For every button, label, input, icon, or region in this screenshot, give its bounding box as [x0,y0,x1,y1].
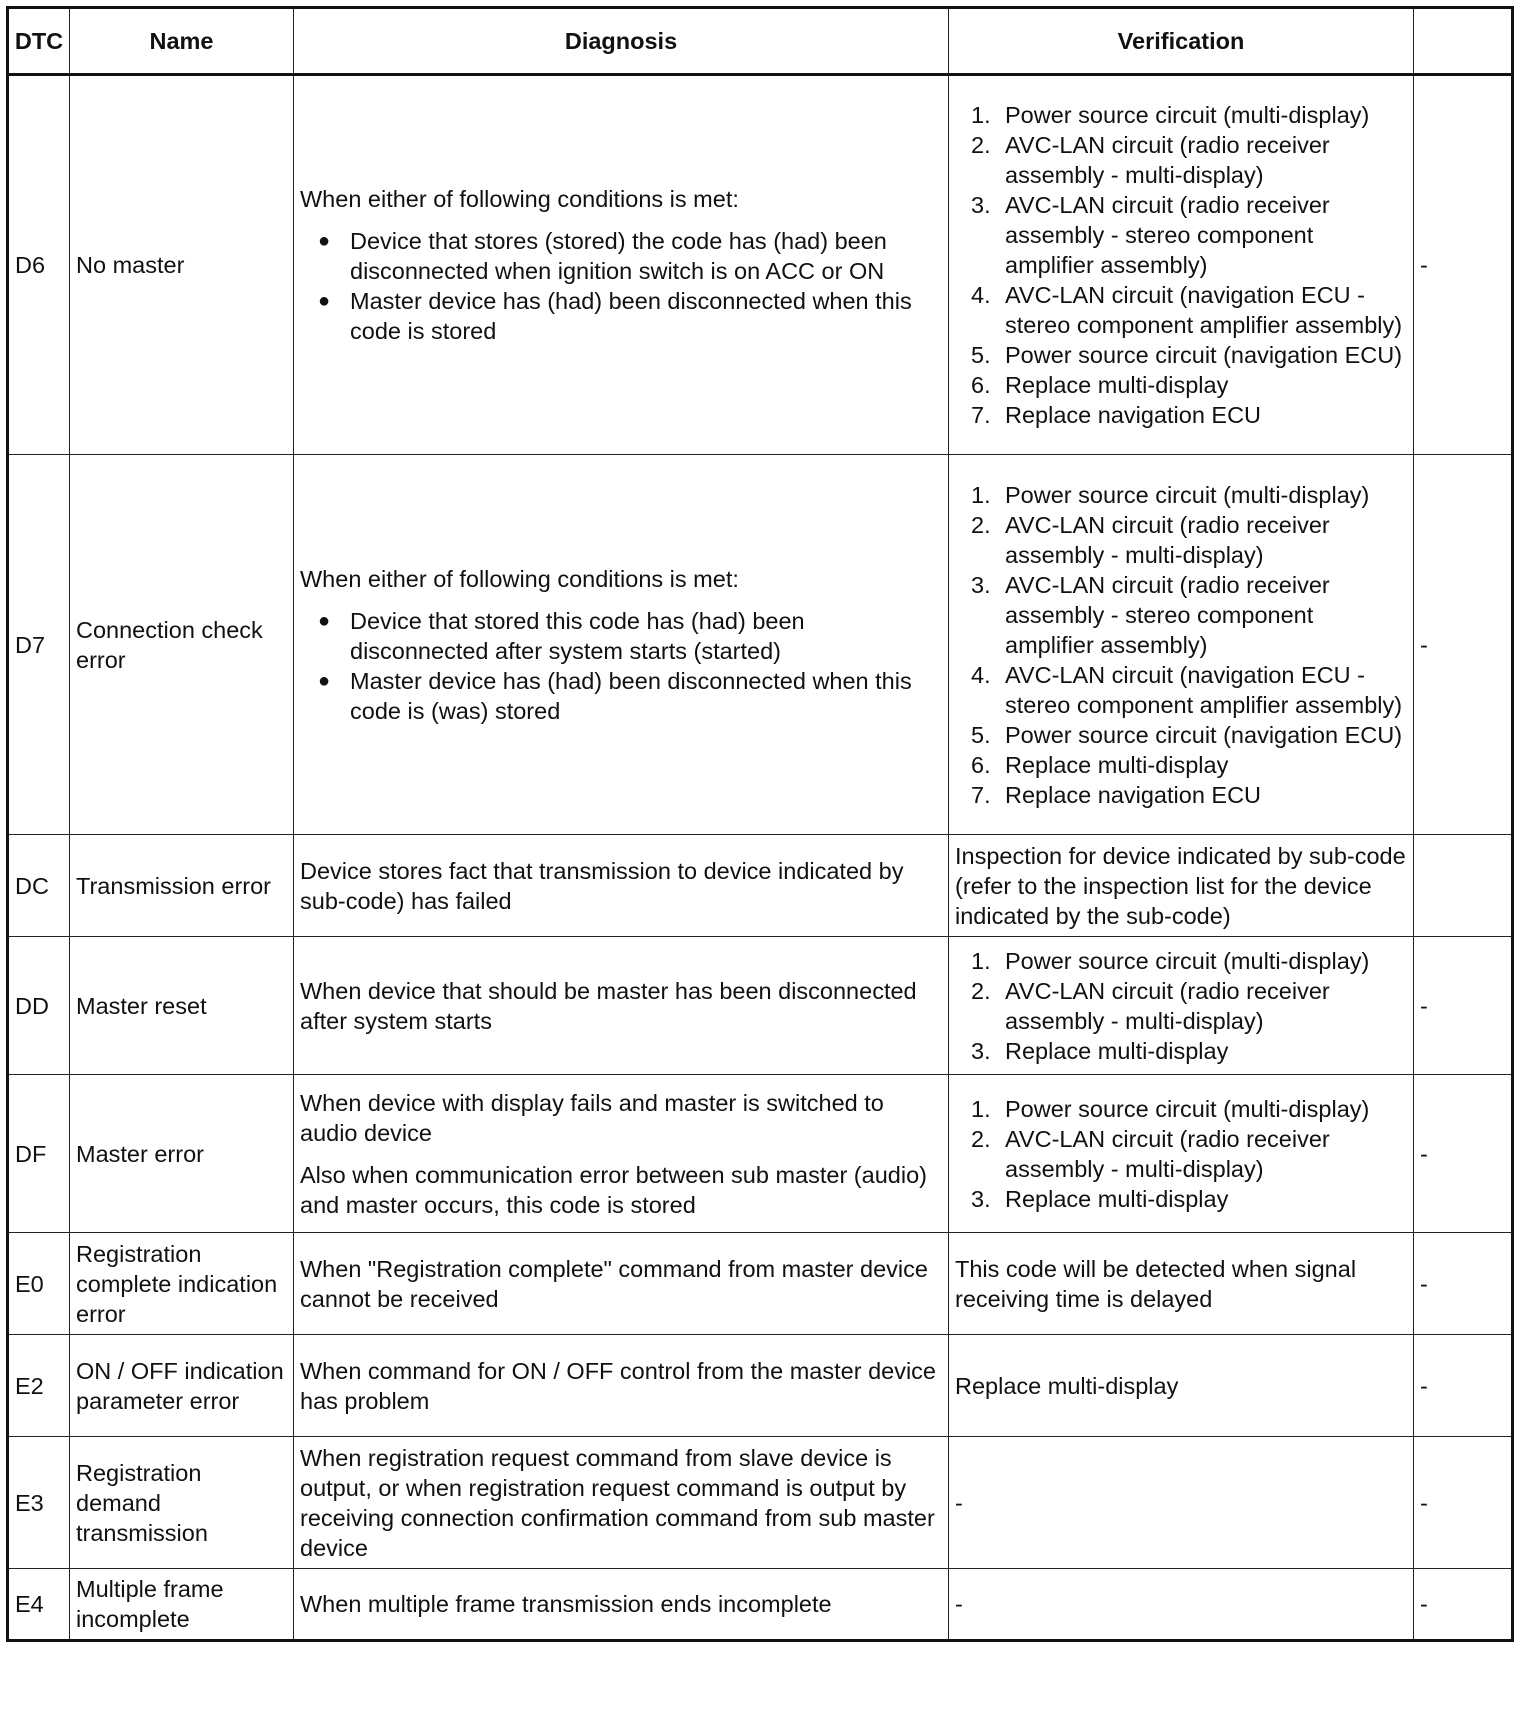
extra-cell: - [1414,1233,1513,1335]
verification-cell: Replace multi-display [949,1335,1414,1437]
header-verification: Verification [949,8,1414,75]
table-header [8,8,1513,75]
verification-cell [949,937,1414,1075]
verification-step: 5. Power source circuit (navigation ECU) [971,721,1403,748]
dtc-name: Transmission error [70,835,294,937]
diagnosis-cell: When command for ON / OFF control from the master device has problem [294,1335,949,1437]
verification-cell: Inspection for device indicated by sub-code (refer to the inspection list for the device indicated by the sub-code) [949,835,1414,937]
diagnosis-bullet: ● Device that stored this code has (had) been disconnected after system starts (started) [300,606,942,666]
verification-step: 6. Replace multi-display [971,372,1229,398]
extra-cell: - [1414,455,1513,835]
diagnosis-paragraph: Also when communication error between sub master (audio) and master occurs, this code is stored [300,1161,927,1218]
dtc-code: DF [8,1075,70,1233]
diagnosis-bullet: ● Master device has (had) been disconnected when this code is (was) stored [300,666,942,726]
verification-step: 6. Replace multi-display [971,751,1229,778]
verification-step: 2. AVC-LAN circuit (radio receiver assembly - multi-display) [971,511,1330,568]
diagnosis-intro: When either of following conditions is met: [300,565,739,592]
verification-cell: This code will be detected when signal receiving time is delayed [949,1233,1414,1335]
dtc-code: E4 [8,1569,70,1641]
verification-cell [949,75,1414,455]
extra-cell: - [1414,1437,1513,1569]
verification-step: 1. Power source circuit (multi-display) [971,947,1370,974]
verification-cell: - [949,1569,1414,1641]
dtc-name: No master [70,75,294,455]
diagnosis-intro: When either of following conditions is met: [300,186,739,212]
verification-cell [949,455,1414,835]
verification-step: 3. Replace multi-display [971,1185,1229,1212]
verification-steps [955,480,1407,810]
verification-cell [949,1075,1414,1233]
table-row [8,1233,1513,1335]
verification-step: 1. Power source circuit (multi-display) [971,102,1370,128]
extra-cell: - [1414,937,1513,1075]
diagnosis-cell: When registration request command from slave device is output, or when registration request command is output by receiving connection confirmation command from sub master device [294,1437,949,1569]
verification-step: 3. AVC-LAN circuit (radio receiver assembly - stereo component amplifier assembly) [971,571,1330,658]
dtc-code: DD [8,937,70,1075]
extra-cell [1414,835,1513,937]
table-row [8,937,1513,1075]
verification-step: 3. Replace multi-display [971,1037,1229,1064]
extra-cell: - [1414,1075,1513,1233]
diagnosis-bullet: ● Device that stores (stored) the code has (had) been disconnected when ignition switch is on ACC or ON [300,226,942,286]
verification-step: 7. Replace navigation ECU [971,781,1262,808]
extra-cell: - [1414,1569,1513,1641]
diagnosis-bullet: ● Master device has (had) been disconnected when this code is stored [300,286,942,346]
verification-step: 2. AVC-LAN circuit (radio receiver assembly - multi-display) [971,1125,1330,1182]
verification-step: 2. AVC-LAN circuit (radio receiver assembly - multi-display) [971,132,1330,188]
verification-step: 1. Power source circuit (multi-display) [971,1095,1370,1122]
header-diagnosis: Diagnosis [294,8,949,75]
dtc-code: D7 [8,455,70,835]
verification-cell: - [949,1437,1414,1569]
diagnosis-cell: Device stores fact that transmission to device indicated by sub-code) has failed [294,835,949,937]
dtc-table [6,6,1514,1642]
diagnosis-cell: When multiple frame transmission ends incomplete [294,1569,949,1641]
verification-steps [955,946,1407,1066]
header-name: Name [70,8,294,75]
dtc-name: Master reset [70,937,294,1075]
table-row [8,1437,1513,1569]
diagnosis-cell [294,455,949,835]
dtc-name: Multiple frame incomplete [70,1569,294,1641]
diagnosis-paragraph: When device with display fails and master is switched to audio device [300,1089,884,1146]
verification-step: 2. AVC-LAN circuit (radio receiver assembly - multi-display) [971,977,1330,1034]
verification-step: 4. AVC-LAN circuit (navigation ECU - stereo component amplifier assembly) [971,661,1403,718]
verification-step: 7. Replace navigation ECU [971,402,1262,428]
dtc-code: E3 [8,1437,70,1569]
table-row [8,835,1513,937]
diagnosis-bullets [300,226,942,346]
header-extra [1414,8,1513,75]
dtc-code: DC [8,835,70,937]
dtc-name: Connection check error [70,455,294,835]
verification-step: 5. Power source circuit (navigation ECU) [971,342,1403,368]
table-row [8,75,1513,455]
extra-cell: - [1414,1335,1513,1437]
verification-steps [955,100,1407,430]
verification-steps [955,1094,1407,1214]
diagnosis-cell [294,1075,949,1233]
dtc-name: Registration demand transmission [70,1437,294,1569]
dtc-name: ON / OFF indication parameter error [70,1335,294,1437]
dtc-code: D6 [8,75,70,455]
verification-step: 4. AVC-LAN circuit (navigation ECU - stereo component amplifier assembly) [971,282,1403,338]
table-row [8,1569,1513,1641]
dtc-name: Master error [70,1075,294,1233]
header-dtc: DTC [8,8,70,75]
verification-step: 3. AVC-LAN circuit (radio receiver assembly - stereo component amplifier assembly) [971,192,1330,278]
dtc-code: E0 [8,1233,70,1335]
diagnosis-cell: When "Registration complete" command from master device cannot be received [294,1233,949,1335]
dtc-name: Registration complete indication error [70,1233,294,1335]
diagnosis-cell: When device that should be master has been disconnected after system starts [294,937,949,1075]
extra-cell: - [1414,75,1513,455]
diagnosis-cell [294,75,949,455]
table-row [8,455,1513,835]
diagnosis-bullets [300,606,942,726]
table-row [8,1335,1513,1437]
dtc-code: E2 [8,1335,70,1437]
table-row [8,1075,1513,1233]
verification-step: 1. Power source circuit (multi-display) [971,481,1370,508]
